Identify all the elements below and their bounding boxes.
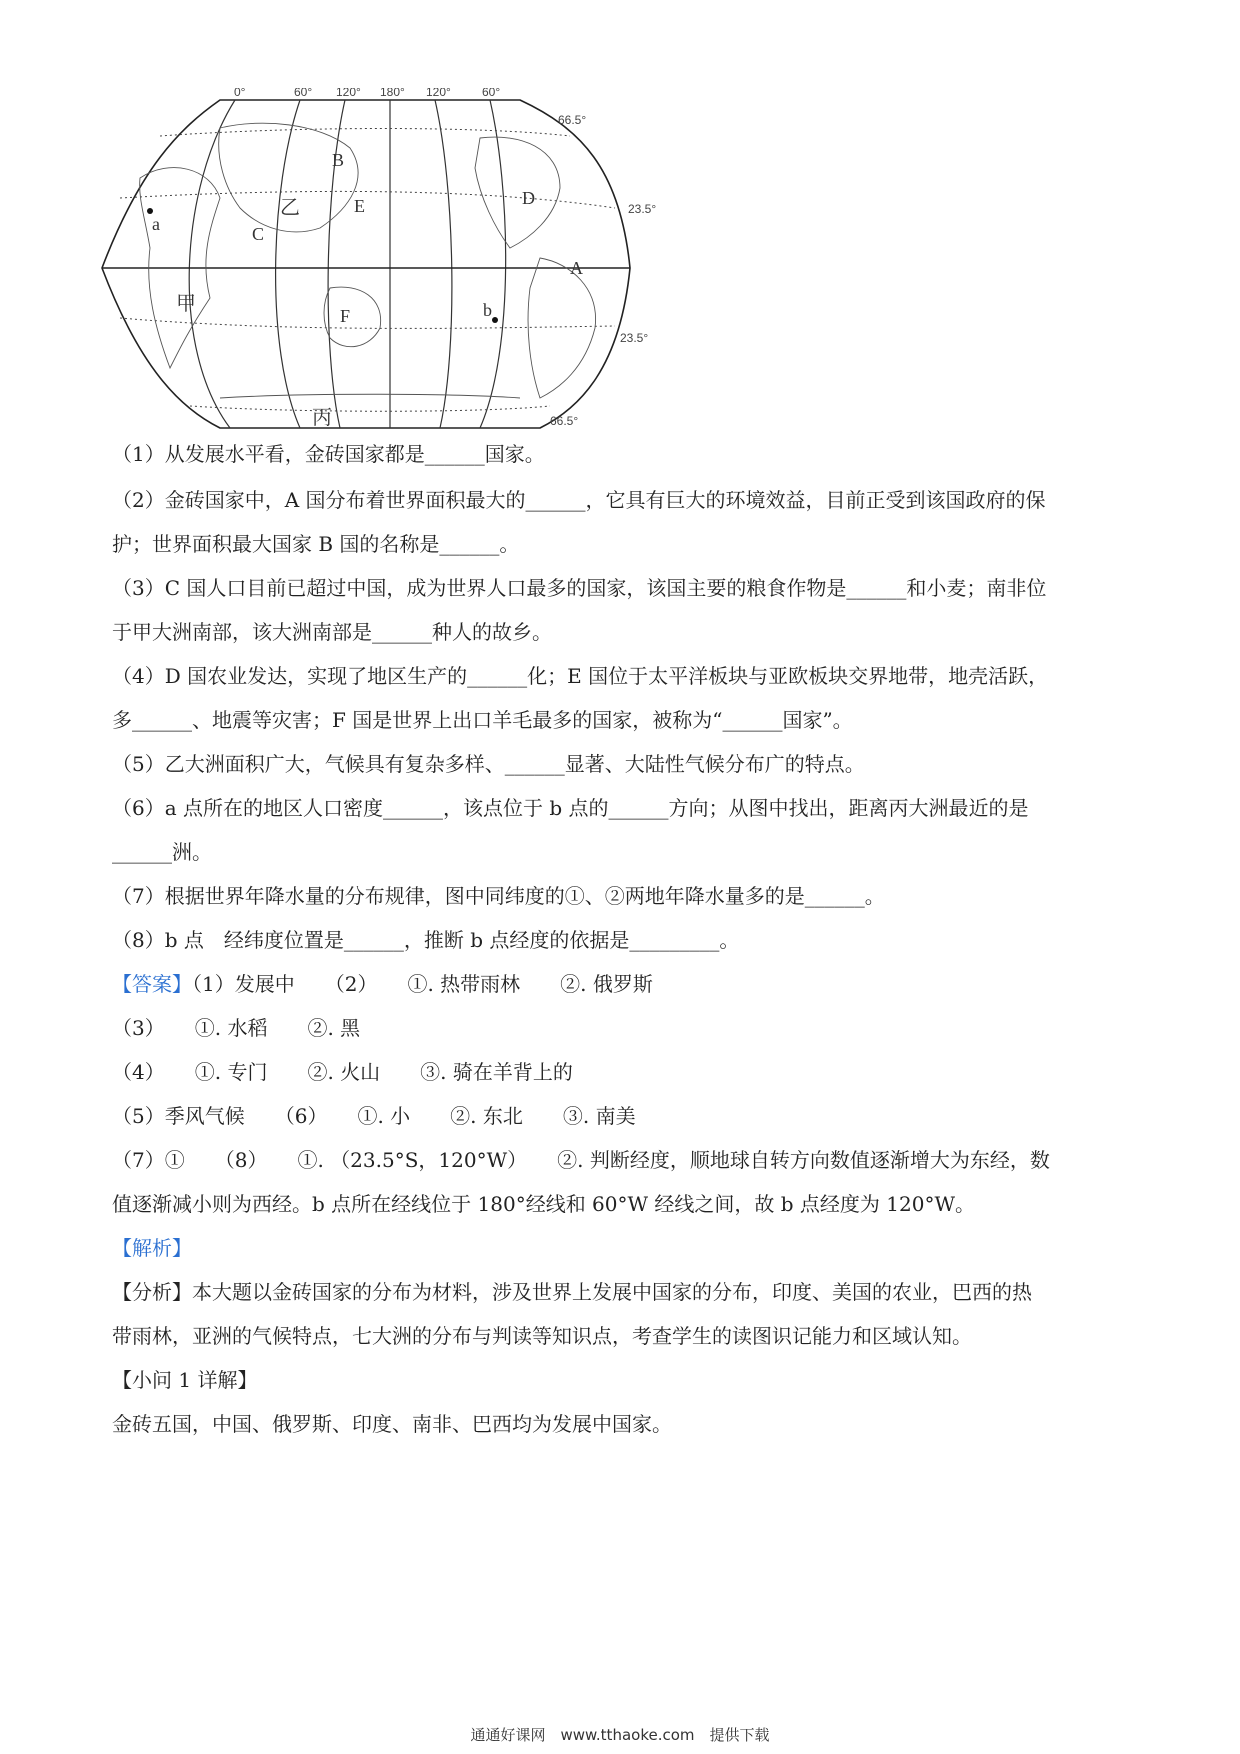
question-6-line1: （6）a 点所在的地区人口密度______，该点位于 b 点的______方向；从图中找出，距离丙大洲最近的是	[112, 796, 1029, 820]
lon-label-60e: 60°	[482, 88, 501, 99]
map-outline	[102, 100, 630, 428]
answer-heading: 【答案】	[112, 972, 192, 996]
label-b: b	[483, 300, 492, 320]
detail-heading: 【小问 1 详解】	[112, 1368, 258, 1392]
question-3-line1: （3）C 国人口目前已超过中国，成为世界人口最多的国家，该国主要的粮食作物是______和小麦；南非位	[112, 576, 1047, 600]
answer-line4: （5）季风气候 （6） ①. 小 ②. 东北 ③. 南美	[112, 1104, 636, 1128]
lon-label-60w: 60°	[294, 88, 313, 99]
meridian-lines	[189, 100, 505, 428]
lon-label-0: 0°	[234, 88, 246, 99]
label-E: E	[354, 196, 365, 216]
question-4-line1: （4）D 国农业发达，实现了地区生产的______化；E 国位于太平洋板块与亚欧板块交界地带，地壳活跃，	[112, 664, 1049, 688]
question-8: （8）b 点 经纬度位置是______，推断 b 点经度的依据是_________。	[112, 928, 740, 952]
fenxi-line2: 带雨林，亚洲的气候特点，七大洲的分布与判读等知识点，考查学生的读图识记能力和区域认知。	[112, 1324, 972, 1348]
lat-label-s66: 66.5°	[550, 414, 579, 428]
question-2-line2: 护；世界面积最大国家 B 国的名称是______。	[112, 532, 520, 556]
fenxi-heading: 【分析】	[112, 1280, 192, 1304]
lat-label-n23: 23.5°	[628, 202, 657, 216]
point-b-marker	[492, 317, 498, 323]
answer-line5: （7）① （8） ①. （23.5°S，120°W） ②. 判断经度，顺地球自转方向数值逐渐增大为东经，数	[112, 1148, 1050, 1172]
label-bing: 丙	[312, 407, 332, 429]
answer-line3: （4） ①. 专门 ②. 火山 ③. 骑在羊背上的	[112, 1060, 573, 1084]
label-a: a	[152, 214, 160, 234]
detail-line1: 金砖五国，中国、俄罗斯、印度、南非、巴西均为发展中国家。	[112, 1412, 672, 1436]
lat-label-n66: 66.5°	[558, 113, 587, 127]
latitude-lines	[120, 129, 615, 412]
answer-text-1: （1）发展中 （2） ①. 热带雨林 ②. 俄罗斯	[192, 972, 653, 996]
lon-label-120w: 120°	[336, 88, 361, 99]
fenxi-line1	[112, 1268, 1132, 1316]
lon-label-120e: 120°	[426, 88, 451, 99]
label-F: F	[340, 306, 351, 326]
lon-label-180: 180°	[380, 88, 405, 99]
label-yi: 乙	[280, 197, 300, 219]
answer-line1	[112, 960, 1132, 1008]
world-map-figure	[100, 88, 680, 488]
landmass-outlines	[140, 123, 596, 398]
lat-label-s23: 23.5°	[620, 331, 649, 345]
label-A: A	[570, 258, 583, 278]
question-7: （7）根据世界年降水量的分布规律，图中同纬度的①、②两地年降水量多的是______。	[112, 884, 885, 908]
label-D: D	[522, 188, 535, 208]
question-2-line1: （2）金砖国家中，A 国分布着世界面积最大的______，它具有巨大的环境效益，目前正受到该国政府的保	[112, 488, 1046, 512]
answer-line2: （3） ①. 水稻 ②. 黑	[112, 1016, 361, 1040]
answer-line6: 值逐渐减小则为西经。b 点所在经线位于 180°经线和 60°W 经线之间，故 b 点经度为 120°W。	[112, 1192, 976, 1216]
question-4-line2: 多______、地震等灾害；F 国是世界上出口羊毛最多的国家，被称为“______国家”。	[112, 708, 853, 732]
question-1: （1）从发展水平看，金砖国家都是______国家。	[112, 442, 545, 466]
question-5: （5）乙大洲面积广大，气候具有复杂多样、______显著、大陆性气候分布广的特点。	[112, 752, 865, 776]
page-footer: 通通好课网 www.tthaoke.com 提供下载	[470, 1726, 770, 1744]
analysis-heading	[112, 1224, 1132, 1272]
label-jia: 甲	[176, 293, 196, 315]
label-B: B	[332, 150, 345, 170]
label-C: C	[252, 224, 265, 244]
analysis-heading-text: 【解析】	[112, 1236, 192, 1260]
world-map-svg	[100, 88, 680, 488]
question-3-line2: 于甲大洲南部，该大洲南部是______种人的故乡。	[112, 620, 552, 644]
question-6-line2: ______洲。	[112, 840, 212, 864]
fenxi-text-1: 本大题以金砖国家的分布为材料，涉及世界上发展中国家的分布，印度、美国的农业，巴西的热	[192, 1280, 1032, 1304]
